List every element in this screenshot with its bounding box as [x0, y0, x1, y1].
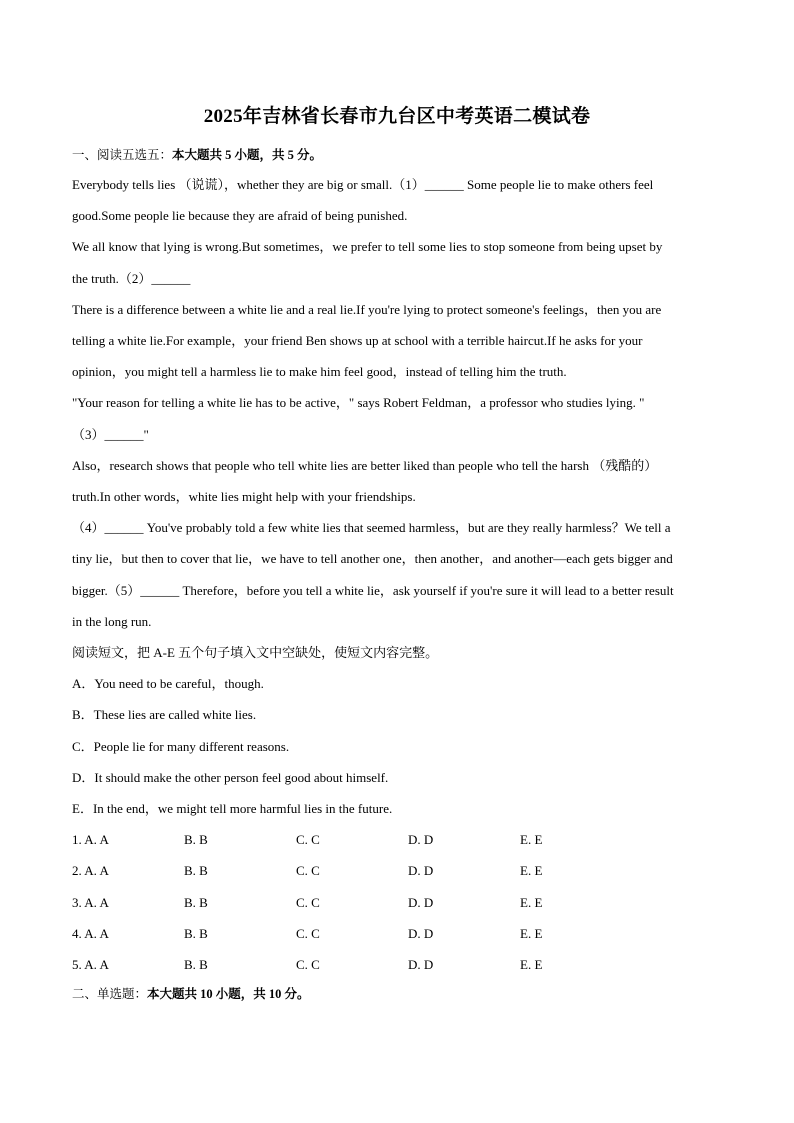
section-heading-reading — [72, 141, 724, 169]
sentence-option-d: D．It should make the other person feel good about himself. — [72, 769, 389, 785]
choice-e[interactable]: E. E — [520, 832, 543, 848]
choice-a[interactable]: 1. A. A — [72, 832, 109, 848]
choice-d[interactable]: D. D — [408, 957, 434, 973]
question-row — [72, 855, 724, 886]
choice-d[interactable]: D. D — [408, 925, 434, 941]
choice-c[interactable]: C. C — [296, 957, 320, 973]
choice-b[interactable]: B. B — [184, 832, 208, 848]
answer-choices — [72, 824, 724, 980]
choice-b[interactable]: B. B — [184, 863, 208, 879]
passage-line: truth.In other words，white lies might help with your friendships. — [72, 489, 416, 505]
question-row — [72, 887, 724, 918]
passage-line: the truth.（2）______ — [72, 270, 191, 286]
choice-a[interactable]: 2. A. A — [72, 863, 109, 879]
choice-b[interactable]: B. B — [184, 957, 208, 973]
sentence-option-e: E．In the end，we might tell more harmful lies in the future. — [72, 801, 393, 817]
choice-d[interactable]: D. D — [408, 894, 434, 910]
passage-line: telling a white lie.For example，your friend Ben shows up at school with a terrible haircut.If he asks for your — [72, 333, 643, 349]
reading-passage — [72, 169, 724, 637]
instruction-text: 阅读短文，把 A-E 五个句子填入文中空缺处，使短文内容完整。 — [72, 645, 439, 661]
passage-line: Everybody tells lies （说谎），whether they are big or small.（1）______ Some people lie to make others feel — [72, 177, 654, 192]
passage-line: in the long run. — [72, 613, 152, 629]
sentence-options — [72, 668, 724, 824]
choice-a[interactable]: 5. A. A — [72, 957, 109, 973]
choice-c[interactable]: C. C — [296, 894, 320, 910]
choice-a[interactable]: 4. A. A — [72, 925, 109, 941]
choice-b[interactable]: B. B — [184, 925, 208, 941]
choice-c[interactable]: C. C — [296, 863, 320, 879]
passage-line: bigger.（5）______ Therefore，before you tell a white lie，ask yourself if you're sure it will lead to a better result — [72, 582, 674, 598]
section-heading-prefix: 一、阅读五选五： — [72, 148, 173, 162]
choice-e[interactable]: E. E — [520, 925, 543, 941]
passage-line: There is a difference between a white lie and a real lie.If you're lying to protect someone's feelings，then you are — [72, 301, 662, 317]
passage-line: We all know that lying is wrong.But sometimes，we prefer to tell some lies to stop someone from being upset by — [72, 239, 663, 255]
section-heading-detail: 本大题共 10 小题，共 10 分。 — [147, 987, 310, 1002]
question-row — [72, 918, 724, 949]
choice-e[interactable]: E. E — [520, 957, 543, 973]
page-title: 2025年吉林省长春市九台区中考英语二模试卷 — [203, 106, 591, 127]
section-heading-detail: 本大题共 5 小题，共 5 分。 — [172, 148, 323, 162]
sentence-option-c: C．People lie for many different reasons. — [72, 738, 290, 754]
sentence-option-a: A．You need to be careful，though. — [72, 676, 264, 692]
passage-line: good.Some people lie because they are afraid of being punished. — [72, 208, 408, 224]
section-heading-single-choice — [72, 980, 724, 1008]
section-heading-prefix: 二、单选题： — [72, 987, 148, 1002]
choice-d[interactable]: D. D — [408, 863, 434, 879]
choice-a[interactable]: 3. A. A — [72, 894, 109, 910]
sentence-option-b: B．These lies are called white lies. — [72, 707, 257, 723]
choice-e[interactable]: E. E — [520, 894, 543, 910]
choice-e[interactable]: E. E — [520, 863, 543, 879]
passage-line: （4）______ You've probably told a few white lies that seemed harmless，but are they really harmless？We tell a — [72, 520, 671, 536]
passage-line: opinion，you might tell a harmless lie to make him feel good，instead of telling him the truth. — [72, 364, 567, 380]
choice-b[interactable]: B. B — [184, 894, 208, 910]
passage-line: tiny lie，but then to cover that lie，we have to tell another one，then another，and another—each gets bigger and — [72, 551, 673, 567]
choice-c[interactable]: C. C — [296, 832, 320, 848]
choice-d[interactable]: D. D — [408, 832, 434, 848]
passage-line: （3）______" — [72, 426, 149, 442]
content-area — [72, 141, 724, 1008]
question-row — [72, 824, 724, 855]
passage-line: Also，research shows that people who tell white lies are better liked than people who tell the harsh （残酷的） — [72, 457, 658, 473]
question-row — [72, 949, 724, 980]
choice-c[interactable]: C. C — [296, 925, 320, 941]
passage-line: "Your reason for telling a white lie has to be active，" says Robert Feldman，a professor who studies lying. " — [72, 395, 645, 411]
